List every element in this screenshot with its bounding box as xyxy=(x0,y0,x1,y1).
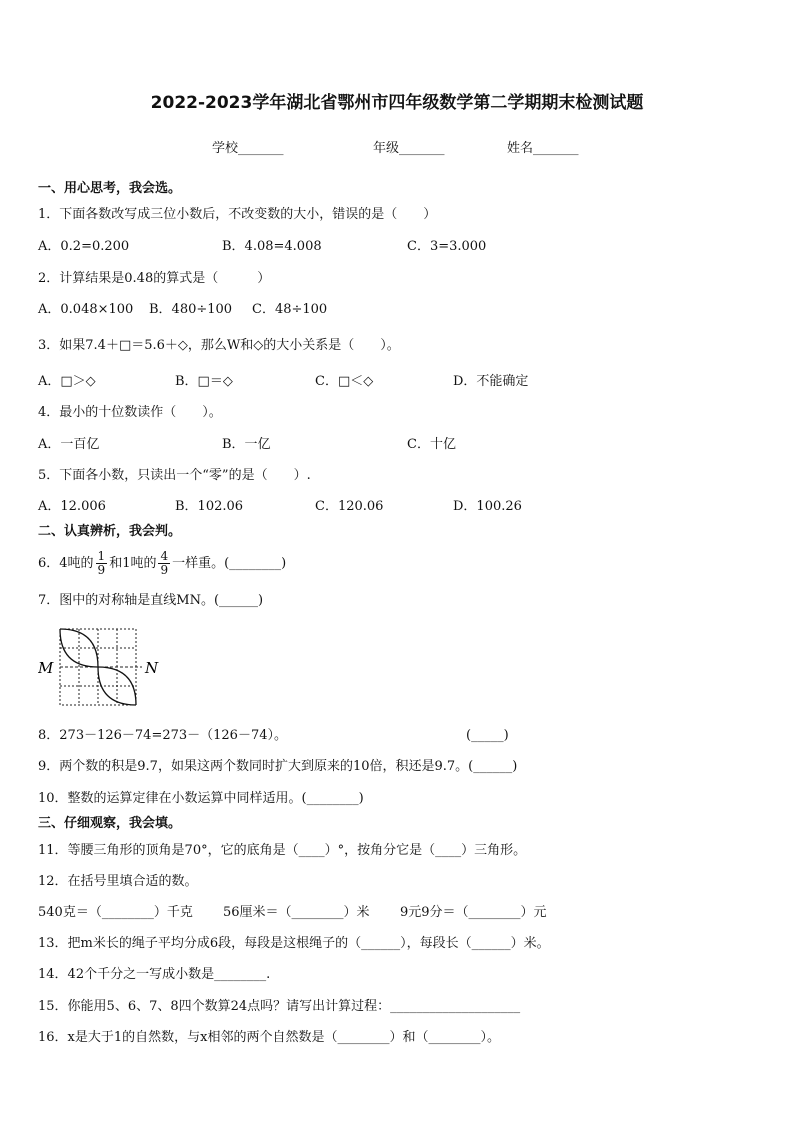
q12-part-1: 540克＝（________）千克 xyxy=(38,905,193,920)
q14-statement: 14．42个千分之一写成小数是________. xyxy=(38,967,271,982)
q6-fraction-2 xyxy=(158,550,170,577)
q5-option-b: B．102.06 xyxy=(175,499,244,514)
q7-stem: 7．图中的对称轴是直线MN。(______) xyxy=(38,593,264,608)
q1-option-c: C．3=3.000 xyxy=(407,239,487,254)
q6-fraction-2-num: 4 xyxy=(160,549,169,563)
section-2-heading: 二、认真辨析，我会判。 xyxy=(38,524,182,539)
q7-label-m: M xyxy=(38,659,54,677)
q3-stem: 3．如果7.4＋□＝5.6＋◇，那么W和◇的大小关系是（ ）。 xyxy=(38,338,400,353)
q6-fraction-1-den: 9 xyxy=(97,563,106,577)
q6-statement xyxy=(38,548,286,580)
q1-stem: 1．下面各数改写成三位小数后，不改变数的大小，错误的是（ ） xyxy=(38,207,437,222)
q3-option-b: B．□＝◇ xyxy=(175,374,233,389)
q2-option-b: B．480÷100 xyxy=(149,302,233,317)
q6-mid: 和1吨的 xyxy=(109,556,157,571)
q12-part-2: 56厘米＝（________）米 xyxy=(223,905,370,920)
q7-symmetry-figure xyxy=(38,626,168,710)
q6-post: 一样重。(________) xyxy=(172,556,287,571)
q5-option-a: A．12.006 xyxy=(38,499,106,514)
q3-option-c: C．□＜◇ xyxy=(315,374,374,389)
q4-stem: 4．最小的十位数读作（ ）。 xyxy=(38,405,222,420)
q2-option-a: A．0.048×100 xyxy=(38,302,134,317)
q4-option-b: B．一亿 xyxy=(222,437,271,452)
page-title: 2022-2023学年湖北省鄂州市四年级数学第二学期期末检测试题 xyxy=(150,93,644,113)
q8-stem: 8．273－126－74=273－（126－74）。 xyxy=(38,728,287,743)
q12-part-3: 9元9分＝（________）元 xyxy=(400,905,547,920)
section-3-heading: 三、仔细观察，我会填。 xyxy=(38,816,182,831)
q6-fraction-2-den: 9 xyxy=(160,563,169,577)
section-1-heading: 一、用心思考，我会选。 xyxy=(38,181,182,196)
q4-option-a: A．一百亿 xyxy=(38,437,100,452)
q6-fraction-1 xyxy=(96,550,108,577)
q8-blank: (_____) xyxy=(466,728,509,743)
q16-statement: 16．x是大于1的自然数，与x相邻的两个自然数是（________）和（________）。 xyxy=(38,1030,500,1045)
q1-option-b: B．4.08=4.008 xyxy=(222,239,322,254)
q11-statement: 11．等腰三角形的顶角是70°，它的底角是（____）°，按角分它是（____）三角形。 xyxy=(38,843,527,858)
q15-statement: 15．你能用5、6、7、8四个数算24点吗？请写出计算过程：____________________ xyxy=(38,999,521,1014)
q7-label-n: N xyxy=(145,659,159,677)
q5-stem: 5．下面各小数，只读出一个“零”的是（ ）. xyxy=(38,468,311,483)
q2-stem: 2．计算结果是0.48的算式是（ ） xyxy=(38,271,271,286)
q3-option-d: D．不能确定 xyxy=(453,374,529,389)
q1-option-a: A．0.2=0.200 xyxy=(38,239,130,254)
name-field: 姓名_______ xyxy=(507,141,579,156)
q5-option-c: C．120.06 xyxy=(315,499,384,514)
q2-option-c: C．48÷100 xyxy=(252,302,328,317)
q6-fraction-1-num: 1 xyxy=(97,549,106,563)
q5-option-d: D．100.26 xyxy=(453,499,522,514)
q10-statement: 10．整数的运算定律在小数运算中同样适用。(________) xyxy=(38,791,364,806)
q12-stem: 12．在括号里填合适的数。 xyxy=(38,874,198,889)
q4-option-c: C．十亿 xyxy=(407,437,456,452)
school-field: 学校_______ xyxy=(212,141,284,156)
q9-statement: 9．两个数的积是9.7，如果这两个数同时扩大到原来的10倍，积还是9.7。(______) xyxy=(38,759,518,774)
q3-option-a: A．□＞◇ xyxy=(38,374,96,389)
q13-statement: 13．把m米长的绳子平均分成6段，每段是这根绳子的（______），每段长（______）米。 xyxy=(38,936,550,951)
q6-pre: 6．4吨的 xyxy=(38,556,94,571)
grade-field: 年级_______ xyxy=(373,141,445,156)
